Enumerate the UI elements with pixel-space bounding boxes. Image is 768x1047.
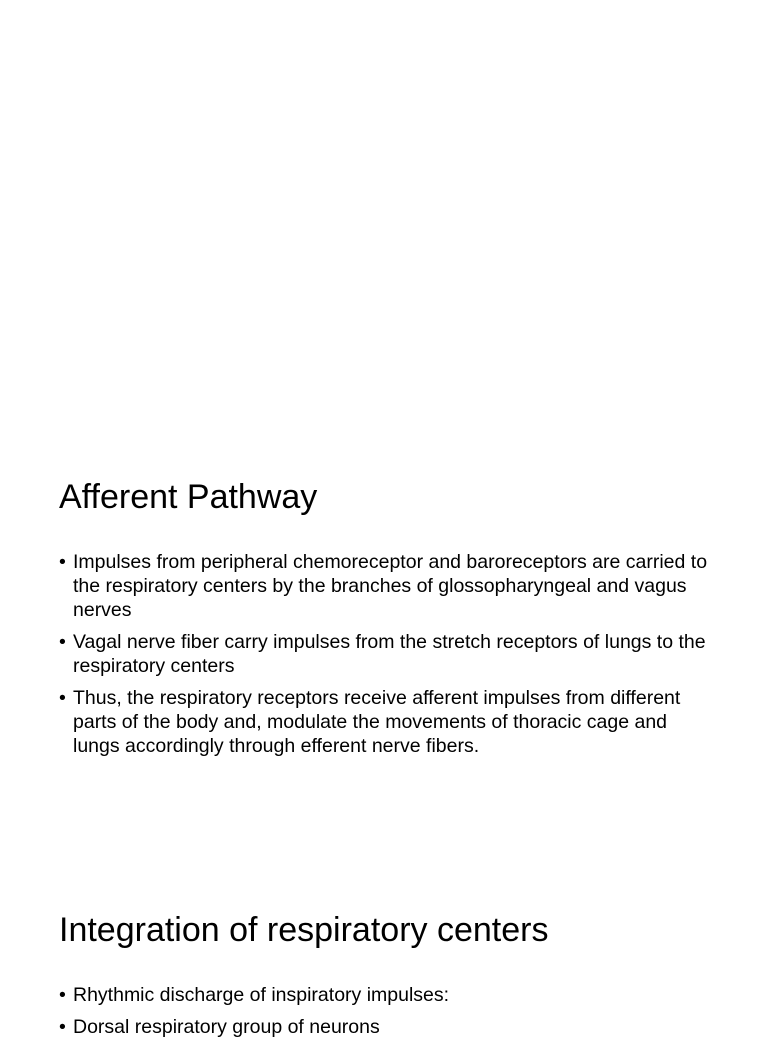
bullet-item: • Dorsal respiratory group of neurons (59, 1015, 719, 1039)
bullet-item: • Vagal nerve fiber carry impulses from the stretch receptors of lungs to the respiratory centers (59, 630, 719, 678)
slide-title: Afferent Pathway (59, 478, 318, 516)
bullet-list (59, 983, 719, 1047)
bullet-list (59, 550, 719, 766)
bullet-item: • Thus, the respiratory receptors receive afferent impulses from different parts of the body and, modulate the movements of thoracic cage and lungs accordingly through efferent nerve fibers. (59, 686, 719, 758)
bullet-item: • Impulses from peripheral chemoreceptor and baroreceptors are carried to the respiratory centers by the branches of glossopharyngeal and vagus nerves (59, 550, 719, 622)
bullet-item: • Rhythmic discharge of inspiratory impulses: (59, 983, 719, 1007)
slide-title: Integration of respiratory centers (59, 911, 549, 949)
slide-integration-of-respiratory-centers (0, 820, 768, 1038)
